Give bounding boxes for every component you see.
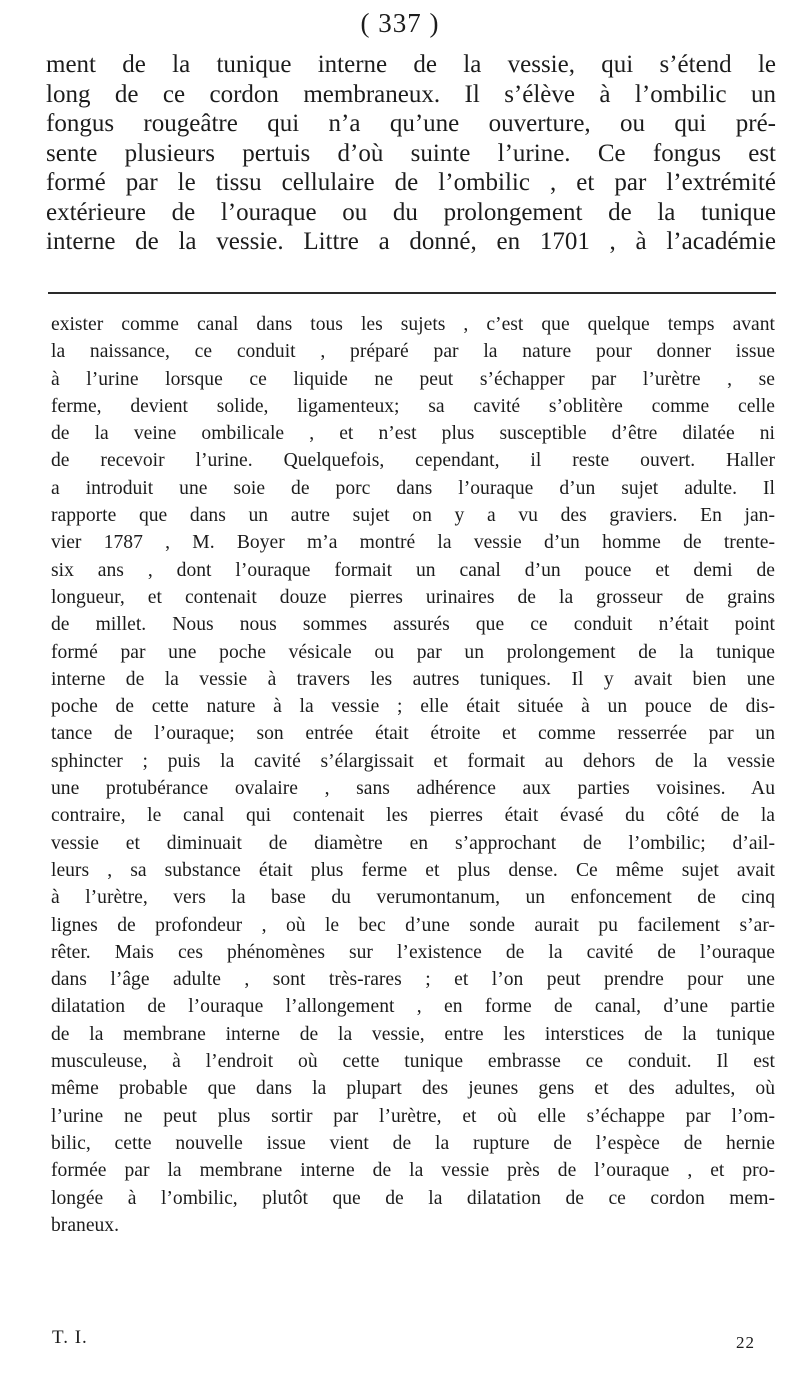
footnote-line: formé par une poche vésicale ou par un prolongement de la tunique (51, 641, 775, 663)
footnote-paragraph (51, 311, 775, 1239)
footnote-line: de recevoir l’urine. Quelquefois, cependant, il reste ouvert. Haller (51, 450, 775, 472)
footnote-line: interne de la vessie à travers les autres tuniques. Il y avait bien une (51, 668, 775, 690)
footnote-line: musculeuse, à l’endroit où cette tunique embrasse ce conduit. Il est (51, 1051, 775, 1073)
footnote-line: leurs , sa substance était plus ferme et plus dense. Ce même sujet avait (51, 859, 775, 881)
main-text-line: long de ce cordon membraneux. Il s’élève à l’ombilic un (46, 80, 776, 108)
footnote-line: exister comme canal dans tous les sujets , c’est que quelque temps avant (51, 314, 775, 335)
footnote-line: vessie et diminuait de diamètre en s’approchant de l’ombilic; d’ail- (51, 832, 775, 854)
footnote-separator (48, 292, 776, 294)
footnote-line: rapporte que dans un autre sujet on y a vu des graviers. En jan- (51, 505, 775, 527)
volume-mark: T. I. (52, 1327, 88, 1348)
footnote-line: a introduit une soie de porc dans l’ouraque d’un sujet adulte. Il (51, 477, 775, 499)
footnote-line: dans l’âge adulte , sont très-rares ; et l’on peut prendre pour une (51, 969, 775, 991)
footnote-line: à l’urine lorsque ce liquide ne peut s’échapper par l’urètre , se (51, 368, 775, 390)
footnote-line: tance de l’ouraque; son entrée était étroite et comme resserrée par un (51, 723, 775, 745)
footnote-line: poche de cette nature à la vessie ; elle était située à un pouce de dis- (51, 696, 775, 718)
footnote-line: sphincter ; puis la cavité s’élargissait et formait au dehors de la vessie (51, 750, 775, 772)
footnote-line: de la veine ombilicale , et n’est plus susceptible d’être dilatée ni (51, 423, 775, 445)
footnote-line: braneux. (51, 1214, 120, 1236)
footnote-line: six ans , dont l’ouraque formait un canal d’un pouce et demi de (51, 559, 775, 581)
footnote-line: contraire, le canal qui contenait les pierres était évasé du côté de la (51, 805, 775, 827)
footnote-line: vier 1787 , M. Boyer m’a montré la vessie d’un homme de trente- (51, 532, 775, 554)
main-text-line: formé par le tissu cellulaire de l’ombilic , et par l’extrémité (46, 169, 776, 196)
footnote-line: la naissance, ce conduit , préparé par la nature pour donner issue (51, 341, 775, 363)
footnote-line: à l’urètre, vers la base du verumontanum, un enfoncement de cinq (51, 887, 775, 909)
main-text-line: ment de la tunique interne de la vessie, qui s’étend le (46, 51, 776, 78)
footnote-line: même probable que dans la plupart des jeunes gens et des adultes, où (51, 1078, 775, 1100)
footnote-line: de la membrane interne de la vessie, entre les interstices de la tunique (51, 1023, 775, 1045)
footnote-line: de millet. Nous nous sommes assurés que ce conduit n’était point (51, 614, 775, 636)
footnote-line: lignes de profondeur , où le bec d’une sonde aurait pu facilement s’ar- (51, 914, 775, 936)
main-text-line: sente plusieurs pertuis d’où suinte l’urine. Ce fongus est (46, 139, 776, 167)
page-number: ( 337 ) (360, 8, 440, 38)
main-text-line: interne de la vessie. Littre a donné, en 1701 , à l’académie (46, 228, 776, 255)
footnote-line: rêter. Mais ces phénomènes sur l’existence de la cavité de l’ouraque (51, 941, 775, 963)
footnote-line: bilic, cette nouvelle issue vient de la rupture de l’espèce de hernie (51, 1132, 775, 1154)
footnote-line: longueur, et contenait douze pierres urinaires de la grosseur de grains (51, 586, 775, 608)
main-text-line: extérieure de l’ouraque ou du prolongement de la tunique (46, 198, 776, 226)
footnote-line: dilatation de l’ouraque l’allongement , en forme de canal, d’une partie (51, 996, 775, 1018)
main-paragraph (46, 50, 776, 257)
signature-mark: 22 (736, 1333, 755, 1352)
footnote-line: ferme, devient solide, ligamenteux; sa cavité s’oblitère comme celle (51, 395, 775, 417)
main-text-line: fongus rougeâtre qui n’a qu’une ouverture, ou qui pré- (46, 110, 776, 137)
footnote-line: longée à l’ombilic, plutôt que de la dilatation de ce cordon mem- (51, 1187, 775, 1209)
footnote-line: une protubérance ovalaire , sans adhérence aux parties voisines. Au (51, 778, 775, 800)
footnote-line: formée par la membrane interne de la vessie près de l’ouraque , et pro- (51, 1160, 775, 1182)
footnote-line: l’urine ne peut plus sortir par l’urètre, et où elle s’échappe par l’om- (51, 1105, 775, 1127)
